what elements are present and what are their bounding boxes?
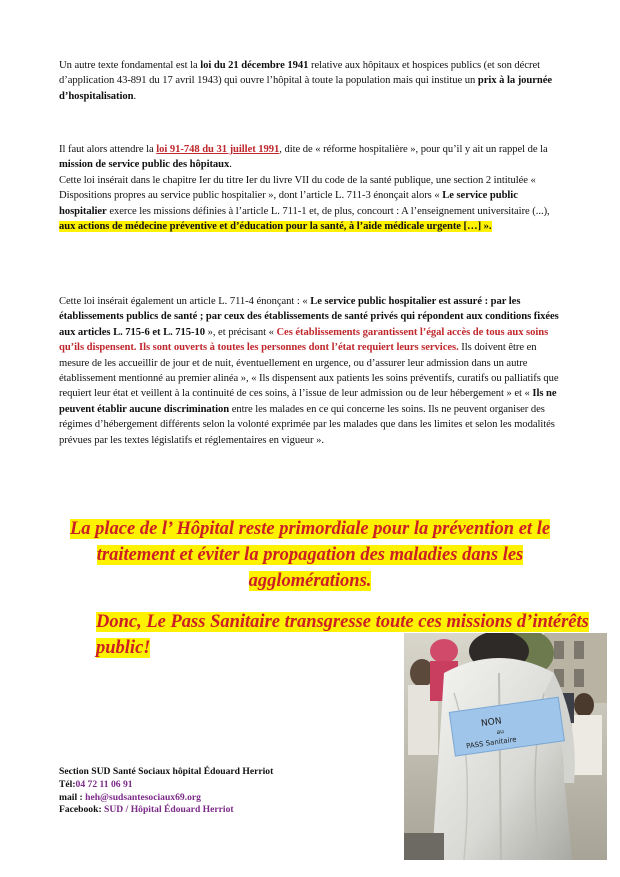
sign-text-au: au <box>496 728 505 737</box>
protest-photo <box>404 633 607 860</box>
footer-mail: mail : heh@sudsantesociaux69.org <box>59 791 201 803</box>
footer-section-name: Section SUD Santé Sociaux hôpital Édouard Herriot <box>59 766 274 777</box>
footer-phone: Tél:04 72 11 06 91 <box>59 778 133 790</box>
protest-photo-drawing <box>404 633 607 860</box>
loi-1991-link[interactable]: loi 91-748 du 31 juillet 1991 <box>156 144 280 155</box>
highlighted-missions: aux actions de médecine préventive et d’éducation pour la santé, à l’aide médicale urgente […] ». <box>59 221 492 233</box>
paragraph-loi-1991: Il faut alors attendre la loi 91-748 du 31 juillet 1991, dite de « réforme hospitalière », pour qu’il y ait un rappel de la mission de service public des hôpitaux. Cette loi insérait dans le chapitre Ier du titre Ier du livre VII du code de la santé publique, une section 2 intitulée « Dispositions propres au service public hospitalier », dont l’article L. 711-3 énonçait alors « Le service public hospitalier exerce les missions définies à l’article L. 711-1 et, de plus, concourt : A l’enseignement universitaire (...), aux actions de médecine préventive et d’éducation pour la santé, à l’aide médicale urgente […] ». <box>59 144 550 233</box>
paragraph-loi-1941: Un autre texte fondamental est la loi du 21 décembre 1941 relative aux hôpitaux et hospices publics (et son décret d’application 43-891 du 17 avril 1943) qui ouvre l’hôpital à toute la population mais qui institue un prix à la journée d’hospitalisation. <box>59 60 553 102</box>
paragraph-article-711-4: Cette loi insérait également un article L. 711-4 énonçant : « Le service public hospitalier est assuré : par les établissements publics de santé ; par ceux des établissements de santé privés qui répondent aux conditions fixées aux articles L. 715-6 et L. 715-10 », et précisant « Ces établissements garantissent l’égal accès de tous aux soins qu’ils dispensent. Ils sont ouverts à toutes les personnes dont l’état requiert leurs services. Ils doivent être en mesure de les accueillir de jour et de nuit, éventuellement en urgence, ou d’assurer leur admission dans un autre établissement mentionné au premier alinéa », « Ils dispensent aux patients les soins préventifs, curatifs ou palliatifs que requiert leur état et veillent à la continuité de ces soins, à l’issue de leur admission ou de leur hébergement » et « Ils ne peuvent établir aucune discrimination entre les malades en ce qui concerne les soins. Ils ne peuvent organiser des régimes d’hébergement différents selon la volonté exprimée par les malades que dans les limites et selon les modalités prévues par les textes législatifs et réglementaires en vigueur ». <box>59 296 559 446</box>
red-quote: Ces établissements garantissent l’égal accès de tous aux soins qu’ils dispensent. Ils sont ouverts à toutes les personnes dont l’état requiert leurs services. <box>59 326 549 354</box>
footer-facebook: Facebook: SUD / Hôpital Édouard Herriot <box>59 804 234 816</box>
sign-text-pass-sanitaire: PASS Sanitaire <box>465 735 518 751</box>
mail-link[interactable]: heh@sudsantesociaux69.org <box>85 791 201 803</box>
facebook-link[interactable]: SUD / Hôpital Édouard Herriot <box>104 804 234 816</box>
sign-text-non: NON <box>480 716 503 730</box>
headline-hopital: La place de l’ Hôpital reste primordiale pour la prévention et le traitement et éviter la propagation des maladies dans les agglomérations. <box>69 519 551 591</box>
headline-pass-sanitaire: Donc, Le Pass Sanitaire transgresse toute ces missions d’intérêts public! <box>96 612 589 658</box>
footer-contact <box>59 766 389 817</box>
